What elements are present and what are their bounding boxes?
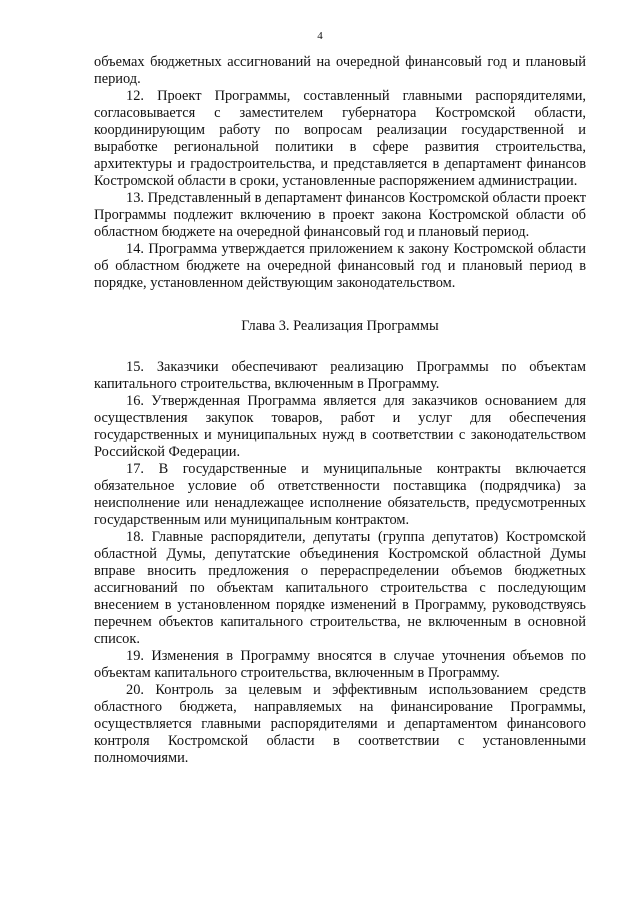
paragraph-14: 14. Программа утверждается приложением к закону Костромской области об областном бюджете на очередной финансовый год и плановый период в порядке, установленном действующим законодательством.: [94, 241, 586, 291]
paragraph-12: 12. Проект Программы, составленный главными распорядителями, согласовывается с заместителем губернатора Костромской области, координирующим работу по вопросам реализации государственной и выработке региональной политики в сфере развития строительства, архитектуры и градостроительства, и представляется в департамент финансов Костромской области в сроки, установленные распоряжением администрации.: [94, 88, 586, 189]
paragraph-15: 15. Заказчики обеспечивают реализацию Программы по объектам капитального строительства, включенным в Программу.: [94, 359, 586, 392]
paragraph-19: 19. Изменения в Программу вносятся в случае уточнения объемов по объектам капитального строительства, включенным в Программу.: [94, 648, 586, 681]
paragraph-20: 20. Контроль за целевым и эффективным использованием средств областного бюджета, направляемых на финансирование Программы, осуществляется главными распорядителями и департаментом финансового контроля Костромской области в соответствии с установленными полномочиями.: [94, 682, 586, 766]
paragraph-18: 18. Главные распорядители, депутаты (группа депутатов) Костромской областной Думы, депутатские объединения Костромской областной Думы вправе вносить предложения о перераспределении объемов бюджетных ассигнований по объектам капитального строительства с последующим внесением в установленном порядке изменений в Программу, руководствуясь перечнем объектов капитального строительства, не включенным в основной список.: [94, 529, 586, 647]
paragraph-17: 17. В государственные и муниципальные контракты включается обязательное условие об ответственности поставщика (подрядчика) за неисполнение или ненадлежащее исполнение обязательств, предусмотренных государственным или муниципальным контрактом.: [94, 461, 586, 528]
document-body: [94, 54, 586, 767]
paragraph-continuation: объемах бюджетных ассигнований на очередной финансовый год и плановый период.: [94, 54, 586, 87]
paragraph-13: 13. Представленный в департамент финансов Костромской области проект Программы подлежит включению в проект закона Костромской области об областном бюджете на очередной финансовый год и плановый период.: [94, 190, 586, 240]
chapter-heading: Глава 3. Реализация Программы: [241, 318, 439, 334]
paragraph-16: 16. Утвержденная Программа является для заказчиков основанием для осуществления закупок товаров, работ и услуг для обеспечения государственных и муниципальных нужд в соответствии с законодательством Российской Федерации.: [94, 393, 586, 460]
page-number: 4: [317, 30, 323, 42]
